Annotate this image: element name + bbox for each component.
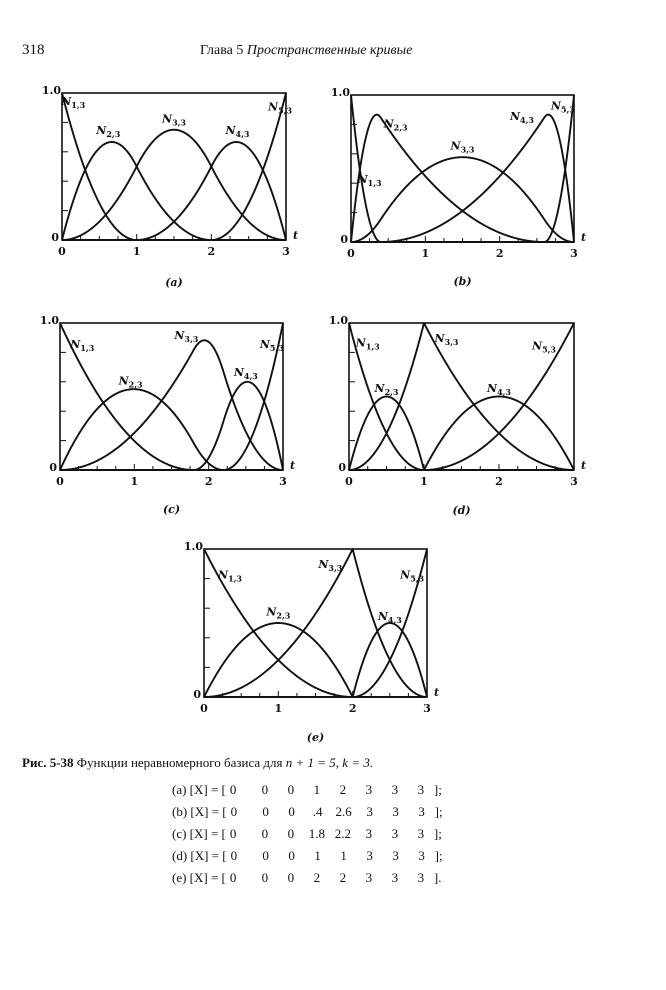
curve-label-name: N: [400, 568, 411, 582]
knot-vector-close: ];: [433, 782, 442, 797]
curve-label-subscript: 3,3: [184, 334, 199, 345]
x-tick-label: 3: [570, 475, 578, 488]
knot-value: 0: [287, 826, 295, 841]
curve-label-subscript: 5,3: [542, 344, 556, 355]
y-tick-label: 0: [340, 233, 348, 246]
y-tick-label: 0: [49, 461, 57, 474]
curve-label-subscript: 3,3: [460, 144, 475, 155]
knot-vector-label: (b) [X] = [: [172, 804, 227, 819]
knot-vector-row: [172, 823, 443, 845]
knot-value: 3: [366, 848, 373, 863]
knot-vector-row: [172, 801, 443, 823]
basis-curve-N4: [204, 623, 427, 697]
curve-label-subscript: 2,3: [276, 610, 291, 621]
knot-value: 1: [313, 782, 321, 797]
basis-curve-N2: [204, 623, 427, 697]
x-tick-label: 0: [347, 247, 355, 260]
x-tick-label: 0: [345, 475, 353, 488]
curve-label-name: N: [357, 173, 368, 187]
curve-label-subscript: 2,3: [384, 387, 399, 398]
knot-value: 3: [392, 804, 399, 819]
curve-label-name: N: [218, 568, 229, 582]
knot-value: 0: [287, 870, 295, 885]
curve-label-name: N: [266, 605, 277, 619]
knot-value: 1.8: [308, 826, 326, 841]
x-tick-label: 2: [207, 245, 216, 258]
knot-vector-close: ];: [433, 826, 442, 841]
knot-value: 0: [230, 804, 238, 819]
panel-label: (e): [306, 731, 325, 744]
curve-label-name: N: [61, 94, 72, 108]
curve-label-name: N: [268, 100, 279, 114]
knot-value: 0: [288, 848, 295, 863]
x-tick-label: 0: [58, 245, 66, 258]
curve-label: [317, 558, 342, 573]
curve-label-name: N: [509, 109, 521, 123]
knot-vector-list: [172, 779, 443, 889]
knot-value: 0: [262, 848, 269, 863]
chapter-number: Глава 5: [200, 43, 244, 58]
knot-value: 0: [261, 826, 269, 841]
x-tick-label: 0: [56, 475, 64, 488]
knot-value: 3: [366, 804, 373, 819]
curve-label-subscript: 1,3: [80, 342, 95, 353]
curve-label-subscript: 1,3: [71, 99, 86, 110]
x-axis-label: t: [434, 686, 440, 699]
knot-value: 2.6: [335, 804, 352, 819]
knot-vector-label: (d) [X] = [: [172, 848, 227, 863]
curve-label-subscript: 5,3: [269, 342, 284, 353]
knot-value: 2: [339, 870, 347, 885]
knot-vector-close: ];: [434, 804, 443, 819]
knot-value: 3: [417, 826, 425, 841]
knot-value: 3: [391, 826, 399, 841]
curve-label-name: N: [225, 124, 236, 138]
knot-value: 2: [339, 782, 347, 797]
curve-label-name: N: [550, 99, 561, 113]
x-axis-label: t: [581, 459, 587, 472]
curve-label-name: N: [118, 374, 129, 388]
panel-label: (a): [165, 276, 183, 289]
x-tick-label: 3: [570, 247, 578, 260]
x-tick-label: 3: [423, 702, 431, 715]
curve-label-subscript: 5,3: [278, 105, 293, 116]
curve-label-subscript: 1,3: [365, 341, 380, 352]
knot-vector-row: [172, 779, 443, 801]
y-tick-label: 1.0: [41, 84, 61, 97]
knot-value: 0: [229, 782, 237, 797]
curve-label-subscript: 2,3: [106, 129, 121, 140]
x-tick-label: 2: [495, 247, 504, 260]
knot-value: 0: [262, 804, 269, 819]
curve-label-subscript: 3,3: [172, 117, 186, 128]
knot-value: 3: [392, 848, 399, 863]
knot-vector-close: ];: [434, 848, 443, 863]
y-tick-label: 0: [338, 461, 346, 474]
curve-label-subscript: 5,3: [560, 104, 575, 115]
curve-label-subscript: 4,3: [235, 129, 250, 140]
knot-value: 0: [230, 848, 238, 863]
x-tick-label: 2: [495, 475, 503, 488]
curve-label-name: N: [487, 382, 498, 396]
y-tick-label: 1.0: [328, 314, 348, 327]
curve-label-name: N: [450, 139, 461, 153]
curve-label-subscript: 5,3: [410, 573, 425, 584]
y-tick-label: 1.0: [183, 540, 203, 553]
x-tick-label: 1: [420, 475, 428, 488]
curve-label-name: N: [383, 117, 394, 131]
knot-value: 0: [261, 782, 269, 797]
knot-value: 1: [314, 848, 321, 863]
knot-value: 0: [229, 826, 237, 841]
knot-value: 0: [229, 870, 237, 885]
x-tick-label: 1: [132, 245, 141, 258]
knot-vector-label: (c) [X] = [: [172, 826, 226, 841]
x-tick-label: 1: [274, 702, 283, 715]
knot-value: 3: [418, 804, 425, 819]
knot-value: 0: [287, 782, 295, 797]
x-tick-label: 0: [200, 702, 208, 715]
curve-label-subscript: 4,3: [243, 370, 258, 381]
knot-value: 2.2: [334, 826, 352, 841]
x-tick-label: 3: [282, 245, 290, 258]
curve-label-subscript: 1,3: [228, 573, 243, 584]
curve-label-name: N: [259, 337, 270, 351]
x-tick-label: 1: [130, 475, 139, 488]
knot-value: 3: [365, 870, 373, 885]
curve-label-subscript: 4,3: [387, 615, 402, 626]
knot-value: 2: [313, 870, 321, 885]
knot-value: 1: [340, 848, 347, 863]
knot-value: 3: [391, 870, 399, 885]
caption-math: n + 1 = 5, k = 3.: [285, 755, 374, 770]
knot-value: 0: [261, 870, 269, 885]
x-tick-label: 1: [421, 247, 430, 260]
curve-label-subscript: 3,3: [444, 337, 459, 348]
knot-value: 3: [391, 782, 399, 797]
figure-caption: [22, 755, 373, 771]
curve-label-name: N: [532, 339, 543, 353]
y-tick-label: 0: [193, 688, 201, 701]
curve-label-subscript: 4,3: [497, 387, 511, 398]
curve-label-subscript: 3,3: [328, 563, 343, 574]
panel-label: (c): [162, 503, 181, 516]
curve-label-name: N: [434, 332, 445, 346]
x-axis-label: t: [293, 229, 299, 242]
x-axis-label: t: [581, 231, 587, 244]
caption-text: Функции неравномерного базиса для: [76, 755, 283, 770]
y-tick-label: 1.0: [39, 314, 59, 327]
knot-value: 3: [417, 782, 425, 797]
x-axis-label: t: [290, 459, 296, 472]
curve-label-name: N: [70, 337, 81, 351]
curve-label-subscript: 2,3: [393, 122, 408, 133]
knot-value: 0: [288, 804, 295, 819]
chapter-title: Пространственные кривые: [246, 43, 413, 58]
caption-lead: Рис. 5-38: [22, 755, 74, 770]
x-tick-label: 3: [279, 475, 287, 488]
curve-label-name: N: [318, 558, 329, 572]
curve-label-name: N: [96, 124, 107, 138]
curve-label: [217, 569, 242, 584]
knot-vector-row: [172, 867, 443, 889]
knot-value: 3: [365, 826, 373, 841]
knot-value: 3: [418, 848, 425, 863]
curve-label-name: N: [233, 365, 244, 379]
curve-label-name: N: [162, 112, 173, 126]
panel-label: (b): [453, 275, 472, 288]
y-tick-label: 1.0: [330, 86, 350, 99]
knot-vector-row: [172, 845, 443, 867]
knot-vector-close: ].: [433, 870, 442, 885]
curve-label-subscript: 2,3: [128, 379, 143, 390]
x-tick-label: 2: [348, 702, 357, 715]
knot-value: 3: [365, 782, 373, 797]
knot-vector-label: (e) [X] = [: [172, 870, 226, 885]
curve-label: [377, 610, 402, 625]
curve-label-subscript: 4,3: [520, 114, 534, 125]
knot-vector-label: (a) [X] = [: [172, 782, 226, 797]
curve-label: [265, 606, 290, 621]
panel-label: (d): [452, 504, 471, 517]
knot-value: .4: [312, 804, 323, 819]
knot-value: 3: [417, 870, 425, 885]
curve-label-name: N: [355, 336, 366, 350]
curve-label-name: N: [174, 329, 185, 343]
page-number: 318: [22, 42, 45, 58]
curve-label-name: N: [377, 610, 388, 624]
curve-label-subscript: 1,3: [367, 178, 382, 189]
y-tick-label: 0: [51, 231, 59, 244]
curve-label-name: N: [374, 382, 385, 396]
x-tick-label: 2: [204, 475, 213, 488]
